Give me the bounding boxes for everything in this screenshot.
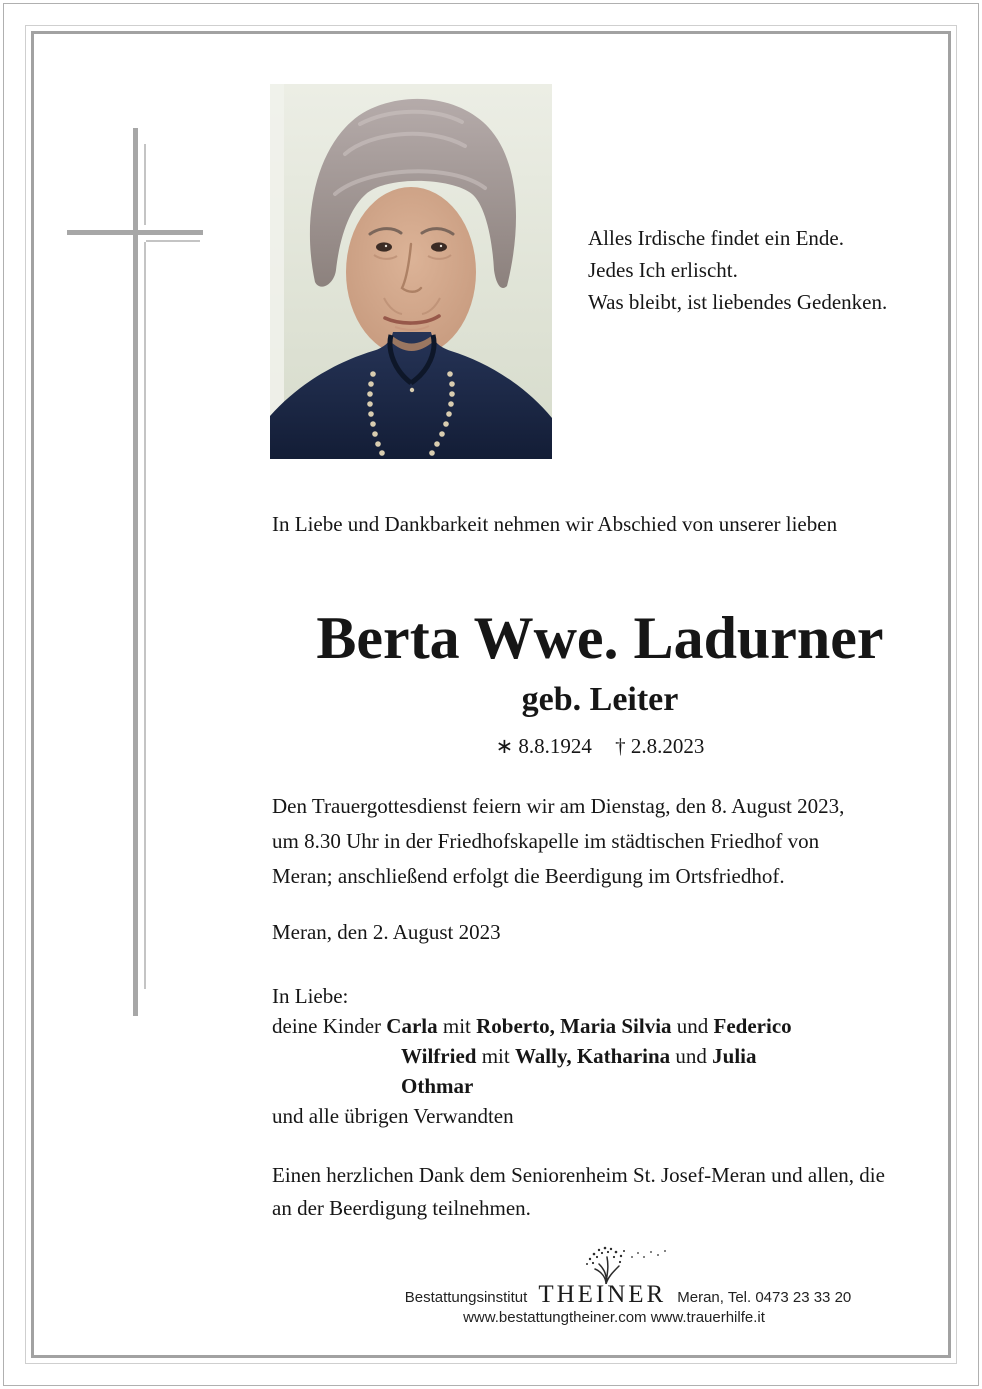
funeral-home-line: [405, 1281, 852, 1309]
family-name: Julia: [712, 1044, 757, 1068]
funeral-home-prefix: Bestattungsinstitut: [404, 1289, 528, 1306]
death-cross-icon: †: [615, 734, 626, 758]
family-text: mit: [476, 1044, 515, 1068]
deceased-maiden-name: geb. Leiter: [521, 681, 679, 718]
family-name: Carla: [386, 1014, 438, 1038]
portrait-photo: [270, 84, 552, 459]
life-dates: [272, 734, 928, 758]
quote-line: Jedes Ich erlischt.: [588, 258, 738, 282]
thanks-line: an der Beerdigung teilnehmen.: [272, 1196, 531, 1220]
place-dateline: Meran, den 2. August 2023: [272, 920, 501, 944]
funeral-home-brand: THEINER: [538, 1281, 667, 1308]
quote-line: Was bleibt, ist liebendes Gedenken.: [588, 290, 888, 314]
death-date: 2.8.2023: [630, 734, 705, 758]
family-line-1: [272, 1013, 792, 1039]
family-name: Federico: [713, 1014, 792, 1038]
funeral-home-contact: Meran, Tel. 0473 23 33 20: [677, 1289, 852, 1306]
thanks-paragraph: [272, 1159, 885, 1225]
cross-vertical-bar: [133, 128, 138, 1016]
service-line: um 8.30 Uhr in der Friedhofskapelle im städtischen Friedhof von: [272, 829, 820, 853]
service-line: Meran; anschließend erfolgt die Beerdigung im Ortsfriedhof.: [272, 864, 785, 888]
family-name: Wally, Katharina: [514, 1044, 671, 1068]
cross-shadow-vertical-bottom: [144, 242, 146, 989]
family-name: Othmar: [401, 1074, 474, 1098]
theiner-tree-icon: [578, 1244, 670, 1284]
cross-shadow-horizontal: [146, 240, 200, 242]
thanks-line: Einen herzlichen Dank dem Seniorenheim St. Josef-Meran und allen, die: [272, 1163, 885, 1187]
quote-line: Alles Irdische findet ein Ende.: [588, 226, 844, 250]
service-announcement: [272, 789, 844, 894]
family-text: und: [670, 1044, 713, 1068]
family-text: und: [671, 1014, 714, 1038]
family-salutation: In Liebe:: [272, 984, 349, 1008]
family-line-2: [401, 1043, 757, 1069]
cross-shadow-vertical-top: [144, 144, 146, 225]
memorial-quote: [588, 222, 887, 318]
family-closing: und alle übrigen Verwandten: [272, 1104, 514, 1128]
funeral-home-websites: www.bestattungtheiner.com www.trauerhilfe.it: [463, 1309, 765, 1326]
birth-star-icon: ∗: [495, 734, 514, 758]
family-name: Wilfried: [401, 1044, 477, 1068]
service-line: Den Trauergottesdienst feiern wir am Dienstag, den 8. August 2023,: [272, 794, 845, 818]
family-name: Roberto, Maria Silvia: [476, 1014, 672, 1038]
birth-date: 8.8.1924: [518, 734, 592, 758]
farewell-intro: In Liebe und Dankbarkeit nehmen wir Abschied von unserer lieben: [272, 512, 838, 536]
family-text: mit: [437, 1014, 477, 1038]
deceased-name: Berta Wwe. Ladurner: [316, 605, 884, 671]
family-line-3: [401, 1073, 473, 1099]
cross-horizontal-bar: [67, 230, 203, 235]
family-text: deine Kinder: [272, 1014, 387, 1038]
